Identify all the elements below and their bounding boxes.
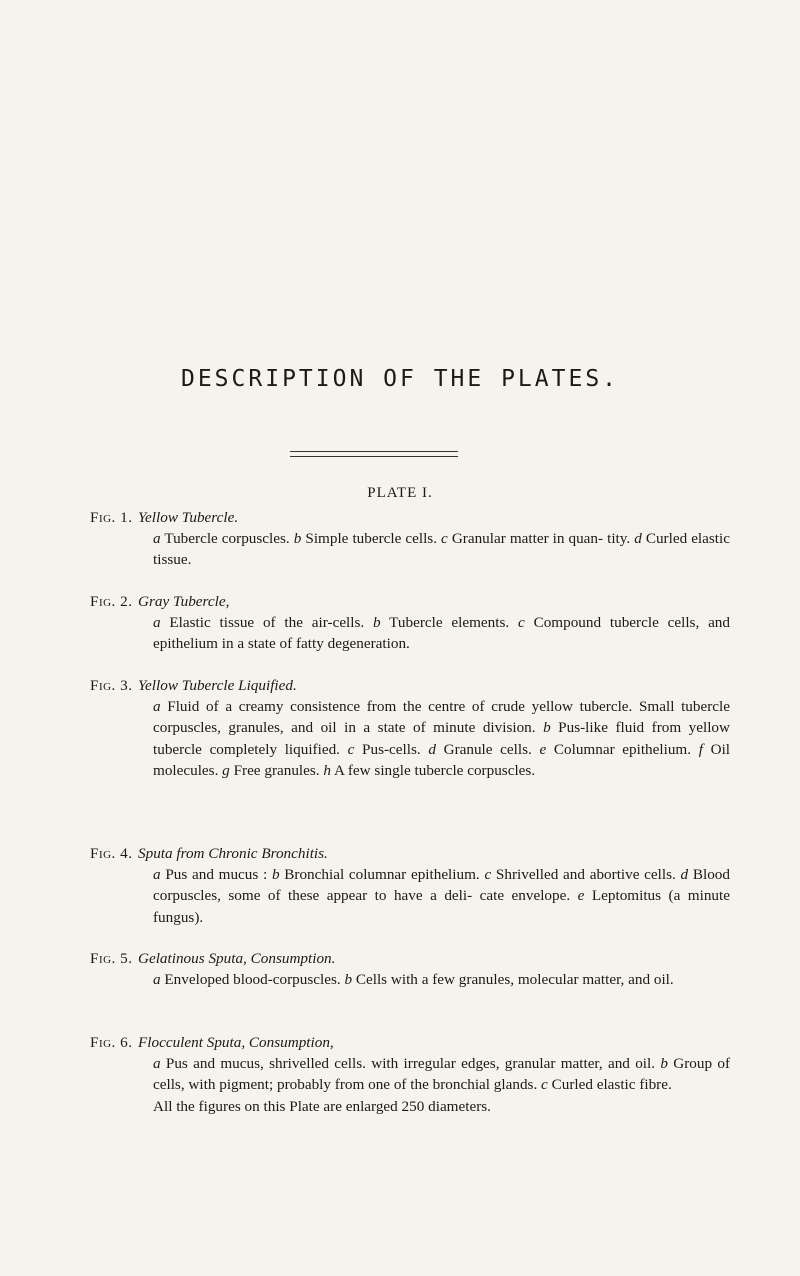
figure-title: Sputa from Chronic Bronchitis. [138, 845, 328, 862]
figure-label: Fig. 3. [90, 677, 133, 694]
figure-label: Fig. 2. [90, 593, 133, 610]
figure-label: Fig. 5. [90, 950, 133, 967]
figure-description: a Elastic tissue of the air-cells. b Tubercle elements. c Compound tubercle cells, and epithelium in a state of fatty degeneration. [153, 614, 730, 653]
page-title: DESCRIPTION OF THE PLATES. [180, 366, 620, 392]
figure-title: Yellow Tubercle Liquified. [138, 677, 297, 694]
figure-label: Fig. 4. [90, 845, 133, 862]
double-rule-divider [290, 451, 458, 457]
figure-description-text: a Pus and mucus, shrivelled cells. with irregular edges, granular matter, and oil. b Group of cells, with pigment; probably from one of the bronchial glands. c Curled elastic fibre. [153, 1055, 730, 1094]
figure-label: Fig. 1. [90, 509, 133, 526]
figure-label: Fig. 6. [90, 1034, 133, 1051]
figure-title: Gelatinous Sputa, Consumption. [138, 950, 336, 967]
figure-title: Gray Tubercle, [138, 593, 230, 610]
plate-enlargement-note: All the figures on this Plate are enlarged 250 diameters. [153, 1097, 491, 1115]
figure-title: Yellow Tubercle. [138, 509, 239, 526]
figure-title: Flocculent Sputa, Consumption, [138, 1034, 334, 1051]
figure-description: a Pus and mucus : b Bronchial columnar epithelium. c Shrivelled and abortive cells. d Blood corpuscles, some of these appear to have a deli- cate envelope. e Leptomitus (a minute fungus). [153, 866, 730, 926]
figure-description: a Enveloped blood-corpuscles. b Cells with a few granules, molecular matter, and oil. [153, 971, 674, 989]
figure-description: a Fluid of a creamy consistence from the centre of crude yellow tubercle. Small tubercle corpuscles, granules, and oil in a state of minute division. b Pus-like fluid from yellow tubercle completely liquified. c Pus-cells. d Granule cells. e Columnar epithelium. f Oil molecules. g Free granules. h A few single tubercle corpuscles. [153, 698, 731, 779]
plate-heading: PLATE I. [367, 485, 433, 501]
figure-description [138, 1053, 730, 1117]
figure-description: a Tubercle corpuscles. b Simple tubercle cells. c Granular matter in quan- tity. d Curled elastic tissue. [153, 530, 730, 569]
